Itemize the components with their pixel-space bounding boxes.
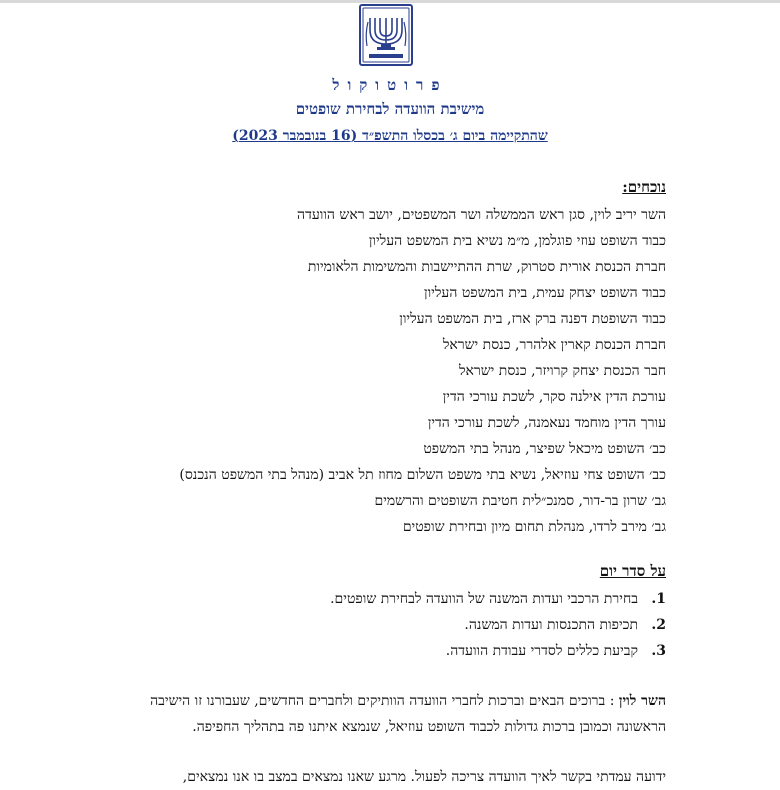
agenda-text: תכיפות התכנסות ועדות המשנה. bbox=[464, 617, 638, 633]
attendee-item: כב׳ השופט צחי עוזיאל, נשיא בתי משפט השלום מחוז תל אביב (מנהל בתי המשפט הנכנס) bbox=[179, 467, 666, 483]
speech-continuation: ידועה עמדתי בקשר לאיך הוועדה צריכה לפעול. מרגע שאנו נמצאים במצב בו אנו נמצאים, bbox=[182, 769, 666, 785]
agenda-heading: על סדר יום bbox=[599, 562, 666, 580]
attendee-item: כבוד השופט יצחק עמית, בית המשפט העליון bbox=[424, 285, 666, 301]
attendee-item: כב׳ השופט מיכאל שפיצר, מנהל בתי המשפט bbox=[423, 441, 666, 457]
agenda-list bbox=[106, 586, 666, 664]
agenda-number: 2. bbox=[651, 617, 666, 633]
attendee-item: חבר הכנסת יצחק קרויזר, כנסת ישראל bbox=[458, 363, 666, 379]
meeting-date: שהתקיימה ביום ג׳ בכסלו התשפ״ד (16 בנובמבר 2023) bbox=[232, 128, 548, 144]
attendee-item: גב׳ מירב לרדו, מנהלת תחום מיון ובחירת שופטים bbox=[402, 519, 666, 535]
attendee-list bbox=[106, 202, 666, 540]
attendee-item: חברת הכנסת אורית סטרוק, שרת ההתיישבות והמשימות הלאומיות bbox=[307, 259, 666, 275]
agenda-text: בחירת הרכבי ועדות המשנה של הוועדה לבחירת שופטים. bbox=[330, 591, 638, 607]
agenda-item bbox=[106, 586, 666, 612]
speech-text: ברוכים הבאים וברכות לחברי הוועדה הוותיקים ולחברים החדשים, שעבורנו זו הישיבה הראשונה וכמובן ברכות גדולות לכבוד השופט עוזיאל, שנמצא איתנו פה בתהליך החפיפה. bbox=[150, 693, 666, 735]
protocol-label: פרוטוקול bbox=[332, 76, 448, 94]
attendee-item: כבוד השופט עוזי פוגלמן, מ״מ נשיא בית המשפט העליון bbox=[368, 233, 666, 249]
attendee-item: השר יריב לוין, סגן ראש הממשלה ושר המשפטים, יושב ראש הוועדה bbox=[297, 207, 666, 223]
menorah-emblem-icon bbox=[359, 4, 413, 66]
speaker-colon: : bbox=[605, 693, 619, 709]
speech-paragraph bbox=[110, 688, 666, 740]
agenda-item bbox=[106, 612, 666, 638]
speaker-name: השר לוין bbox=[618, 693, 666, 709]
viewer-top-border bbox=[0, 0, 780, 3]
attendee-item: חברת הכנסת קארין אלהרר, כנסת ישראל bbox=[442, 337, 666, 353]
agenda-item bbox=[106, 638, 666, 664]
meeting-title: מישיבת הוועדה לבחירת שופטים bbox=[295, 100, 485, 118]
agenda-text: קביעת כללים לסדרי עבודת הוועדה. bbox=[445, 643, 638, 659]
attendee-item: כבוד השופטת דפנה ברק ארז, בית המשפט העליון bbox=[399, 311, 666, 327]
present-heading: נוכחים: bbox=[622, 178, 666, 196]
attendee-item: עורך הדין מוחמד נעאמנה, לשכת עורכי הדין bbox=[427, 415, 666, 431]
agenda-number: 3. bbox=[651, 643, 666, 659]
attendee-item: גב׳ שרון בר-דור, סמנכ״לית חטיבת השופטים והרשמים bbox=[374, 493, 666, 509]
agenda-number: 1. bbox=[651, 591, 666, 607]
attendee-item: עורכת הדין אילנה סקר, לשכת עורכי הדין bbox=[442, 389, 666, 405]
